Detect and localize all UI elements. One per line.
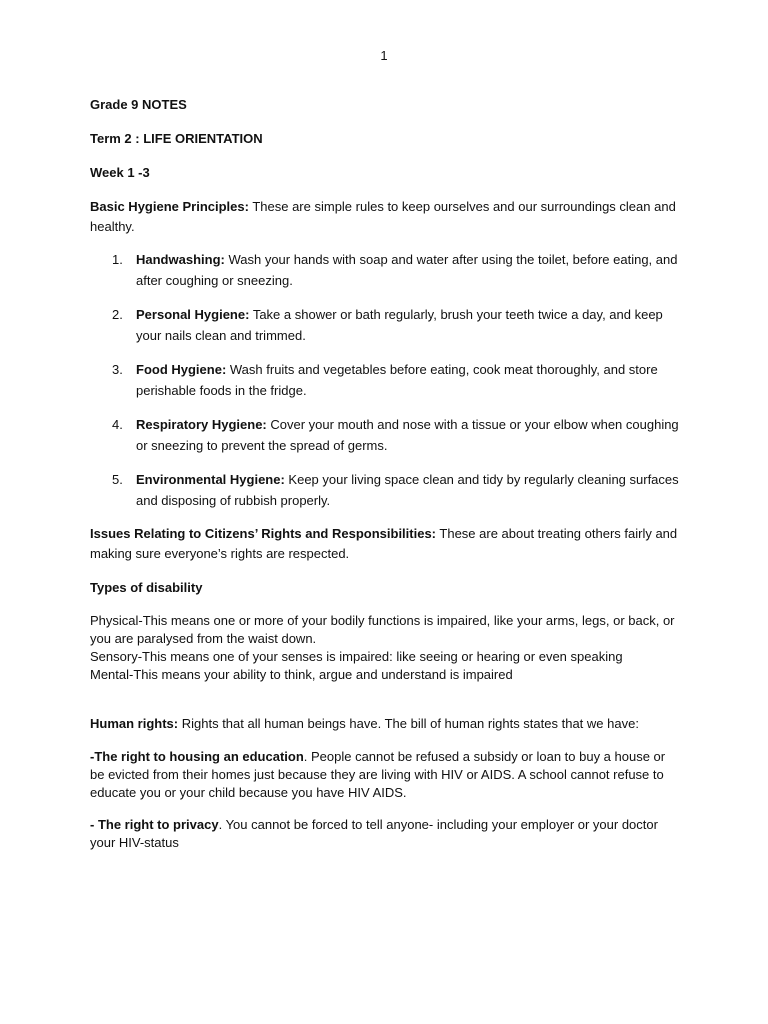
list-number: 4. [112, 417, 123, 432]
list-item-title: Personal Hygiene: [136, 307, 250, 322]
list-item-text: Wash fruits and vegetables before eating, cook meat thoroughly, and store perishable foods in the fridge. [136, 362, 658, 398]
housing-right-paragraph [90, 748, 680, 802]
term-title-text: Term 2 : LIFE ORIENTATION [90, 131, 263, 146]
week-title-text: Week 1 -3 [90, 165, 150, 180]
term-title [90, 129, 680, 149]
disability-heading: Types of disability [90, 580, 203, 595]
human-rights-heading: Human rights: [90, 716, 179, 731]
list-number: 1. [112, 252, 123, 267]
list-item-text: Keep your living space clean and tidy by regularly cleaning surfaces and disposing of rubbish properly. [136, 472, 679, 508]
notes-title-text: Grade 9 NOTES [90, 97, 187, 112]
list-item [90, 304, 680, 346]
list-item-text: Take a shower or bath regularly, brush your teeth twice a day, and keep your nails clean and trimmed. [136, 307, 663, 343]
privacy-right-paragraph [90, 816, 680, 852]
hygiene-paragraph [90, 197, 680, 237]
list-item-title: Environmental Hygiene: [136, 472, 285, 487]
disability-sensory: Sensory-This means one of your senses is impaired: like seeing or hearing or even speaking [90, 649, 623, 664]
disability-types [90, 612, 680, 684]
list-item-title: Respiratory Hygiene: [136, 417, 267, 432]
spacer [90, 684, 680, 714]
list-item [90, 469, 680, 511]
list-number: 3. [112, 362, 123, 377]
list-number: 5. [112, 472, 123, 487]
disability-physical: Physical-This means one or more of your bodily functions is impaired, like your arms, legs, or back, or you are paralysed from the waist down. [90, 613, 675, 646]
housing-right-title: -The right to housing an education [90, 749, 304, 764]
disability-heading-paragraph [90, 578, 680, 598]
privacy-right-title: - The right to privacy [90, 817, 219, 832]
citizens-text: These are about treating others fairly and making sure everyone’s rights are respected. [90, 526, 678, 561]
list-item-text: Wash your hands with soap and water after using the toilet, before eating, and after coughing or sneezing. [136, 252, 678, 288]
spacer [90, 802, 680, 816]
human-rights-paragraph [90, 714, 680, 734]
page-number: 1 [380, 48, 388, 63]
hygiene-list [90, 249, 680, 511]
notes-title [90, 95, 680, 115]
hygiene-heading: Basic Hygiene Principles: [90, 199, 249, 214]
list-item [90, 249, 680, 291]
list-item [90, 414, 680, 456]
list-item-title: Food Hygiene: [136, 362, 227, 377]
document-body [90, 95, 680, 852]
disability-mental: Mental-This means your ability to think, argue and understand is impaired [90, 667, 513, 682]
list-item [90, 359, 680, 401]
privacy-right-text: . You cannot be forced to tell anyone- including your employer or your doctor your HIV-status [90, 817, 658, 850]
human-rights-intro: Rights that all human beings have. The bill of human rights states that we have: [178, 716, 639, 731]
citizens-heading: Issues Relating to Citizens’ Rights and Responsibilities: [90, 526, 437, 541]
citizens-paragraph [90, 524, 680, 564]
housing-right-text: . People cannot be refused a subsidy or loan to buy a house or be evicted from their homes just because they are living with HIV or AIDS. A school cannot refuse to educate you or your child because you have HIV AIDS. [90, 749, 666, 800]
list-number: 2. [112, 307, 123, 322]
list-item-text: Cover your mouth and nose with a tissue or your elbow when coughing or sneezing to prevent the spread of germs. [136, 417, 679, 453]
hygiene-intro: These are simple rules to keep ourselves and our surroundings clean and healthy. [90, 199, 676, 234]
week-title [90, 163, 680, 183]
list-item-title: Handwashing: [136, 252, 225, 267]
